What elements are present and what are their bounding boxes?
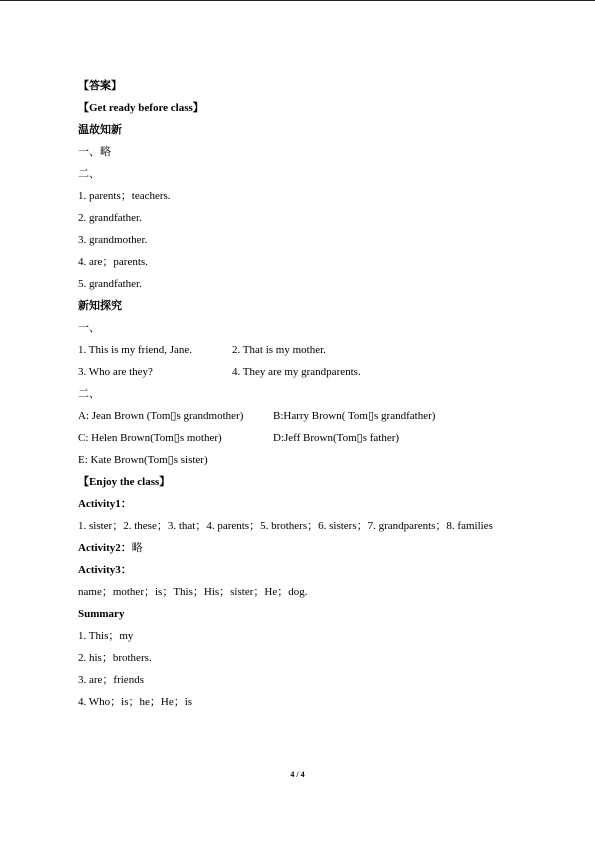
- family-row: [78, 449, 578, 471]
- explore-title: 新知探究: [78, 300, 122, 312]
- get-ready-title: 【Get ready before class】: [78, 102, 204, 114]
- family-member: A: Jean Brown (Tom▯s grandmother): [78, 410, 244, 422]
- family-member: B:Harry Brown( Tom▯s grandfather): [273, 410, 436, 422]
- explore-row: [78, 361, 578, 383]
- activity2-answers: 略: [131, 542, 143, 554]
- explore-part2-label: 二、: [78, 388, 100, 400]
- explore-answer: 3. Who are they?: [78, 366, 153, 378]
- family-member: C: Helen Brown(Tom▯s mother): [78, 432, 222, 444]
- summary-item: 4. Who；is；he；He；is: [78, 696, 193, 708]
- review-item: 5. grandfather.: [78, 278, 142, 290]
- review-part2-label: 二、: [78, 168, 100, 180]
- review-item: 2. grandfather.: [78, 212, 142, 224]
- top-rule: [0, 0, 595, 1]
- review-item: 1. parents；teachers.: [78, 190, 171, 202]
- explore-row: [78, 339, 578, 361]
- explore-answer: 2. That is my mother.: [232, 344, 326, 356]
- activity1-answers: 1. sister；2. these；3. that；4. parents；5. brothers；6. sisters；7. grandparents；8. families: [78, 520, 493, 532]
- summary-item: 1. This；my: [78, 630, 134, 642]
- activity3-answers: name；mother；is；This；His；sister；He；dog.: [78, 586, 308, 598]
- enjoy-title: 【Enjoy the class】: [78, 476, 171, 488]
- explore-answer: 1. This is my friend, Jane.: [78, 344, 193, 356]
- activity2-line: [78, 537, 578, 559]
- summary-label: Summary: [78, 608, 125, 620]
- review-item: 4. are；parents.: [78, 256, 148, 268]
- family-row: [78, 405, 578, 427]
- summary-item: 3. are；friends: [78, 674, 144, 686]
- family-row: [78, 427, 578, 449]
- activity3-label: Activity3：: [78, 564, 132, 576]
- answer-heading: 【答案】: [78, 80, 122, 92]
- page-number: 4 / 4: [290, 770, 305, 779]
- family-member: E: Kate Brown(Tom▯s sister): [78, 454, 208, 466]
- family-member: D:Jeff Brown(Tom▯s father): [273, 432, 400, 444]
- review-part1: 一、略: [78, 146, 111, 158]
- answer-document: [78, 75, 578, 713]
- activity2-label: Activity2：: [78, 542, 132, 554]
- review-title: 温故知新: [78, 124, 122, 136]
- summary-item: 2. his；brothers.: [78, 652, 152, 664]
- explore-answer: 4. They are my grandparents.: [232, 366, 361, 378]
- review-item: 3. grandmother.: [78, 234, 148, 246]
- explore-part1-label: 一、: [78, 322, 100, 334]
- activity1-label: Activity1：: [78, 498, 132, 510]
